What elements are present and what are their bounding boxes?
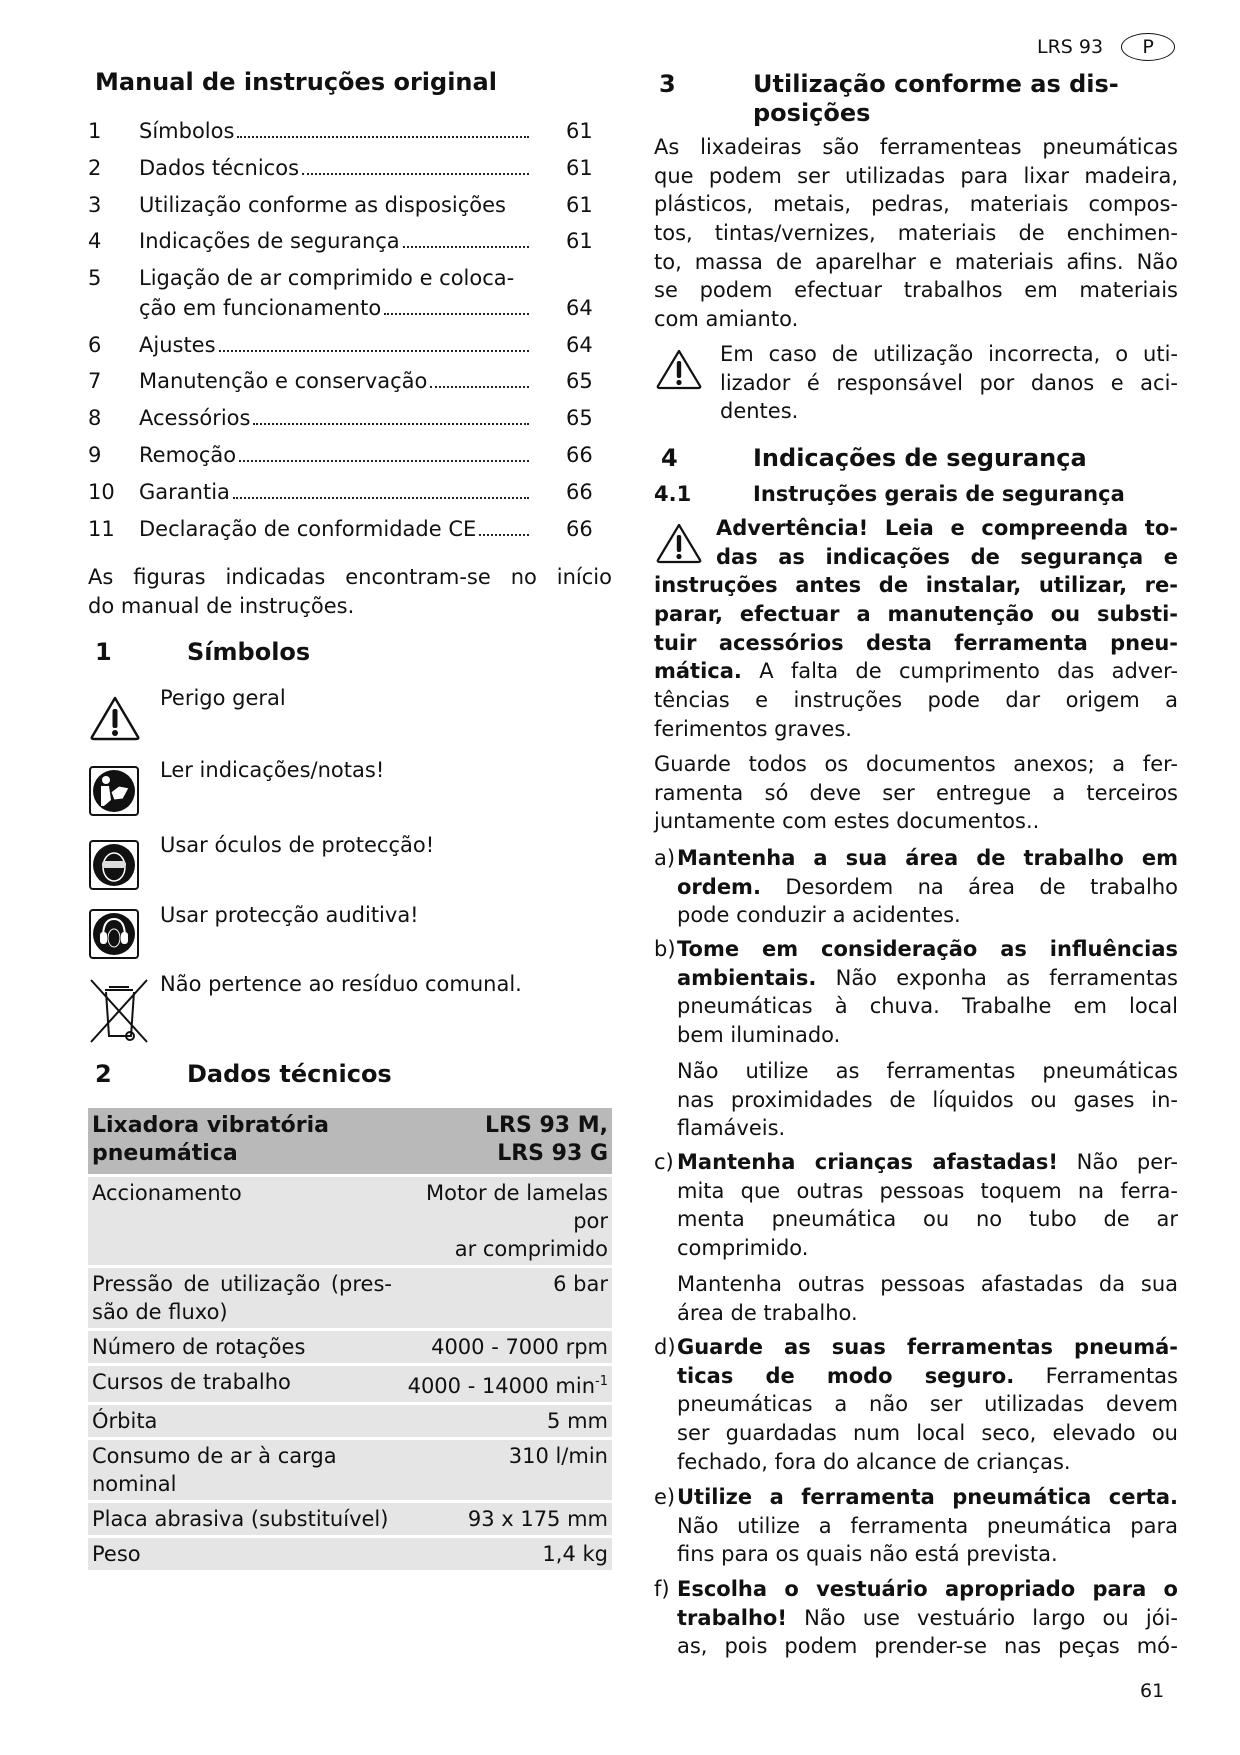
text-line: tos, tintas/vernizes, materiais de enchimen- <box>654 221 1178 246</box>
toc-item-number: 7 <box>88 369 102 393</box>
bold-text: trabalho! <box>677 1605 787 1630</box>
toc-item-label-wrap <box>139 330 531 360</box>
toc-item-number: 2 <box>88 156 102 180</box>
text-line: que podem ser utilizadas para lixar madeira, <box>654 163 1178 188</box>
section-1-number: 1 <box>95 638 112 666</box>
symbol-label: Usar protecção auditiva! <box>160 903 419 927</box>
toc-item-label: Indicações de segurança <box>139 229 400 253</box>
toc-item-label-cont <box>139 293 531 323</box>
list-item-label: e) <box>654 1485 676 1509</box>
warning-line: instruções antes de instalar, utilizar, re- <box>654 573 1178 598</box>
text-line: Mantenha a sua área de trabalho em <box>677 846 1178 870</box>
read-manual-icon <box>89 766 139 816</box>
toc-item-label: Ligação de ar comprimido e coloca- <box>139 266 515 290</box>
toc-item[interactable] <box>88 226 594 256</box>
toc-item-page: 61 <box>566 119 593 143</box>
text-line: fins para os quais não está prevista. <box>677 1542 1058 1567</box>
toc-item[interactable] <box>88 440 594 470</box>
dot-leader <box>430 366 529 388</box>
table-header-product: Lixadora vibratória pneumática <box>88 1108 396 1176</box>
toc-item-label-wrap <box>139 403 531 433</box>
toc-item-label-wrap <box>139 153 531 183</box>
dot-leader <box>233 477 529 499</box>
warning-line: tências e instruções pode dar origem a <box>654 688 1178 713</box>
text-line: bem iluminado. <box>677 1023 841 1048</box>
dot-leader <box>253 403 529 425</box>
toc-item[interactable] <box>88 263 594 320</box>
crossed-bin-icon <box>89 978 149 1044</box>
text: Não per- <box>1057 1150 1178 1174</box>
dot-leader <box>239 440 529 462</box>
list-item-e <box>677 1483 1178 1569</box>
symbol-label: Não pertence ao resíduo comunal. <box>160 972 522 996</box>
table-row: Accionamento Motor de lamelas por ar comprimido <box>88 1176 612 1267</box>
toc-item-number: 8 <box>88 406 102 430</box>
subsection-4-1-title: Instruções gerais de segurança <box>753 482 1125 506</box>
list-item-b-para <box>677 1057 1178 1143</box>
text-line: menta pneumática ou no tubo de ar <box>677 1207 1178 1232</box>
table-header-models: LRS 93 M, LRS 93 G <box>396 1108 612 1176</box>
keep-documents-paragraph <box>654 750 1178 836</box>
page-header <box>1037 32 1175 62</box>
toc-item-page: 66 <box>566 480 593 504</box>
toc-item-number: 4 <box>88 229 102 253</box>
toc-item-page: 61 <box>566 193 593 217</box>
toc-item-label: Símbolos <box>139 119 235 143</box>
dot-leader <box>384 293 529 315</box>
list-item-c-para <box>677 1270 1178 1327</box>
toc-item-number: 10 <box>88 480 115 504</box>
eye-protection-icon <box>89 840 139 890</box>
text-line: comprimido. <box>677 1236 809 1261</box>
section-4-title: Indicações de segurança <box>753 444 1087 472</box>
toc-item-label: Remoção <box>139 443 237 467</box>
toc-item-page: 64 <box>566 333 593 357</box>
table-row: Número de rotações 4000 - 7000 rpm <box>88 1330 612 1365</box>
list-item-label: f) <box>654 1577 670 1601</box>
text: Ferramentas <box>1014 1363 1178 1388</box>
toc-item-label-wrap <box>139 226 531 256</box>
text-line: pode conduzir a acidentes. <box>677 903 961 928</box>
text-line <box>677 1604 1178 1633</box>
dot-leader <box>479 514 529 536</box>
text-line: lizador é responsável por danos e aci- <box>720 370 1178 395</box>
text-line: Utilize a ferramenta pneumática certa. <box>677 1485 1178 1509</box>
section-2-title: Dados técnicos <box>187 1060 392 1088</box>
language-badge: P <box>1121 33 1175 61</box>
text-line: plásticos, metais, pedras, materiais compos- <box>654 192 1178 217</box>
text-line: flamáveis. <box>677 1116 786 1141</box>
text-line: to, massa de aparelhar e materiais afins. Não <box>654 249 1178 274</box>
bold-text: Mantenha crianças afastadas! <box>677 1150 1058 1174</box>
list-item-a <box>677 844 1178 930</box>
text: Não exponha as ferramentas <box>816 965 1178 990</box>
toc-item[interactable] <box>88 403 594 433</box>
list-item-label: a) <box>654 846 676 870</box>
dot-leader <box>219 330 529 352</box>
subsection-4-1-number: 4.1 <box>654 482 692 506</box>
table-row: Placa abrasiva (substituível) 93 x 175 mm <box>88 1502 612 1537</box>
text-line <box>677 964 1178 993</box>
warning-line: ferimentos graves. <box>654 716 852 741</box>
text-line: área de trabalho. <box>677 1300 858 1325</box>
warning-line: das as indicações de segurança e <box>716 544 1178 569</box>
toc-item-page: 64 <box>566 296 593 320</box>
toc-item-label: Dados técnicos <box>139 156 300 180</box>
section-3-number: 3 <box>659 70 676 98</box>
bold-text: ambientais. <box>677 965 817 990</box>
text-line: Em caso de utilização incorrecta, o uti- <box>720 342 1178 366</box>
toc-item-number: 6 <box>88 333 102 357</box>
text-line: Guarde todos os documentos anexos; a fer- <box>654 752 1178 776</box>
section-2-number: 2 <box>95 1060 112 1088</box>
toc-item-label-wrap <box>139 440 531 470</box>
text-line: fechado, fora do alcance de crianças. <box>677 1449 1071 1474</box>
list-item-label: d) <box>654 1335 676 1359</box>
text-line: Mantenha outras pessoas afastadas da sua <box>677 1272 1178 1296</box>
toc-item-number: 3 <box>88 193 102 217</box>
text-line: As lixadeiras são ferramenteas pneumáticas <box>654 135 1178 159</box>
note-line: do manual de instruções. <box>88 593 355 618</box>
text-line: Tome em consideração as influências <box>677 937 1178 961</box>
symbol-label: Ler indicações/notas! <box>160 758 385 782</box>
text-line: pneumáticas à chuva. Trabalhe em local <box>677 994 1178 1019</box>
section-3-title: Utilização conforme as dis- posições <box>753 70 1119 127</box>
table-row: Órbita 5 mm <box>88 1404 612 1439</box>
list-item-label: c) <box>654 1150 674 1174</box>
text: Não use vestuário largo ou jói- <box>786 1605 1178 1630</box>
toc-item-label-wrap <box>139 116 531 146</box>
toc-item-label: Declaração de conformidade CE <box>139 517 477 541</box>
list-item-f <box>677 1575 1178 1661</box>
list-item-b <box>677 935 1178 1050</box>
warning-line: mática. A falta de cumprimento das adver- <box>654 659 1178 684</box>
toc-item-label: Acessórios <box>139 406 251 430</box>
text-line <box>677 1148 1178 1177</box>
toc-item-label-wrap <box>139 477 531 507</box>
text-line: mita que outras pessoas toquem na ferra- <box>677 1178 1178 1203</box>
list-item-label: b) <box>654 937 676 961</box>
toc-item-page: 61 <box>566 156 593 180</box>
toc-item[interactable] <box>88 514 594 544</box>
warning-icon <box>89 695 141 741</box>
ear-protection-icon <box>89 909 139 959</box>
dot-leader <box>237 116 529 138</box>
text-line: Não utilize as ferramentas pneumáticas <box>677 1059 1178 1083</box>
text-line: ser guardadas num local seco, elevado ou <box>677 1421 1178 1446</box>
warning-icon <box>655 348 703 390</box>
toc-item-label-wrap <box>139 190 531 220</box>
text-line: ramenta só deve ser entregue a terceiros <box>654 780 1178 805</box>
table-row: Consumo de ar à carga nominal 310 l/min <box>88 1439 612 1502</box>
text-line: Escolha o vestuário apropriado para o <box>677 1577 1178 1601</box>
bold-text: ordem. <box>677 874 761 899</box>
general-warning <box>654 514 1178 744</box>
toc-item-label-wrap <box>139 514 531 544</box>
warning-line: parar, efectuar a manutenção ou substi- <box>654 602 1178 627</box>
figures-note <box>88 563 612 620</box>
text-line: Guarde as suas ferramentas pneumá- <box>677 1335 1178 1359</box>
dot-leader <box>403 226 529 248</box>
list-item-d <box>677 1333 1178 1476</box>
model-name: LRS 93 <box>1037 36 1104 58</box>
section-1-title: Símbolos <box>187 638 311 666</box>
section-4-number: 4 <box>661 444 678 472</box>
text-line: juntamente com estes documentos.. <box>654 809 1040 834</box>
toc-item-label-wrap <box>139 366 531 396</box>
table-row: Pressão de utilização (pres- são de fluxo) 6 bar <box>88 1267 612 1330</box>
toc-item[interactable] <box>88 153 594 183</box>
text-line: as, pois podem prender-se nas peças mó- <box>677 1634 1178 1659</box>
list-item-c <box>677 1148 1178 1263</box>
text-line: se podem efectuar trabalhos em materiais <box>654 278 1178 303</box>
text: Desordem na área de trabalho <box>760 874 1178 899</box>
toc-item[interactable] <box>88 190 594 220</box>
symbol-label: Perigo geral <box>160 686 286 710</box>
bold-text: ticas de modo seguro. <box>677 1363 1015 1388</box>
toc-item-label: Garantia <box>139 480 230 504</box>
table-header-row <box>88 1108 612 1176</box>
symbol-label: Usar óculos de protecção! <box>160 833 435 857</box>
toc-item-page: 65 <box>566 369 593 393</box>
toc-item[interactable] <box>88 116 594 146</box>
note-line: As figuras indicadas encontram-se no início <box>88 565 612 589</box>
toc-item-page: 66 <box>566 443 593 467</box>
warning-line: Advertência! Leia e compreenda to- <box>716 516 1178 540</box>
toc-item[interactable] <box>88 330 594 360</box>
text-line: Não utilize a ferramenta pneumática para <box>677 1513 1178 1538</box>
toc-item-page: 61 <box>566 229 593 253</box>
toc-item-page: 65 <box>566 406 593 430</box>
dot-leader <box>302 153 529 175</box>
text-line: com amianto. <box>654 307 799 332</box>
toc-item[interactable] <box>88 477 594 507</box>
toc-title: Manual de instruções original <box>95 68 497 96</box>
misuse-warning <box>720 340 1178 426</box>
toc-item-number: 11 <box>88 517 115 541</box>
toc-item-label: Utilização conforme as disposições <box>139 193 506 217</box>
toc-item-page: 66 <box>566 517 593 541</box>
text-line <box>677 1362 1178 1391</box>
technical-data-table <box>88 1108 612 1573</box>
table-row: Cursos de trabalho 4000 - 14000 $\min^{-1}$ <box>88 1365 612 1404</box>
text-line <box>677 873 1178 902</box>
warning-line: tuir acessórios desta ferramenta pneu- <box>654 630 1178 655</box>
toc-item-number: 1 <box>88 119 102 143</box>
toc-item-number: 5 <box>88 266 102 290</box>
toc-item[interactable] <box>88 366 594 396</box>
toc-item-number: 9 <box>88 443 102 467</box>
toc-item-label: Manutenção e conservação <box>139 369 428 393</box>
page-number: 61 <box>1140 1680 1165 1702</box>
text-line: pneumáticas a não ser utilizadas devem <box>677 1392 1178 1417</box>
toc-item-label: Ajustes <box>139 333 216 357</box>
table-row: Peso 1,4 kg <box>88 1537 612 1572</box>
toc-item-label: ção em funcionamento <box>139 296 382 320</box>
text-line: dentes. <box>720 399 799 424</box>
text-line: nas proximidades de líquidos ou gases in- <box>677 1087 1178 1112</box>
section-3-paragraph <box>654 133 1178 334</box>
